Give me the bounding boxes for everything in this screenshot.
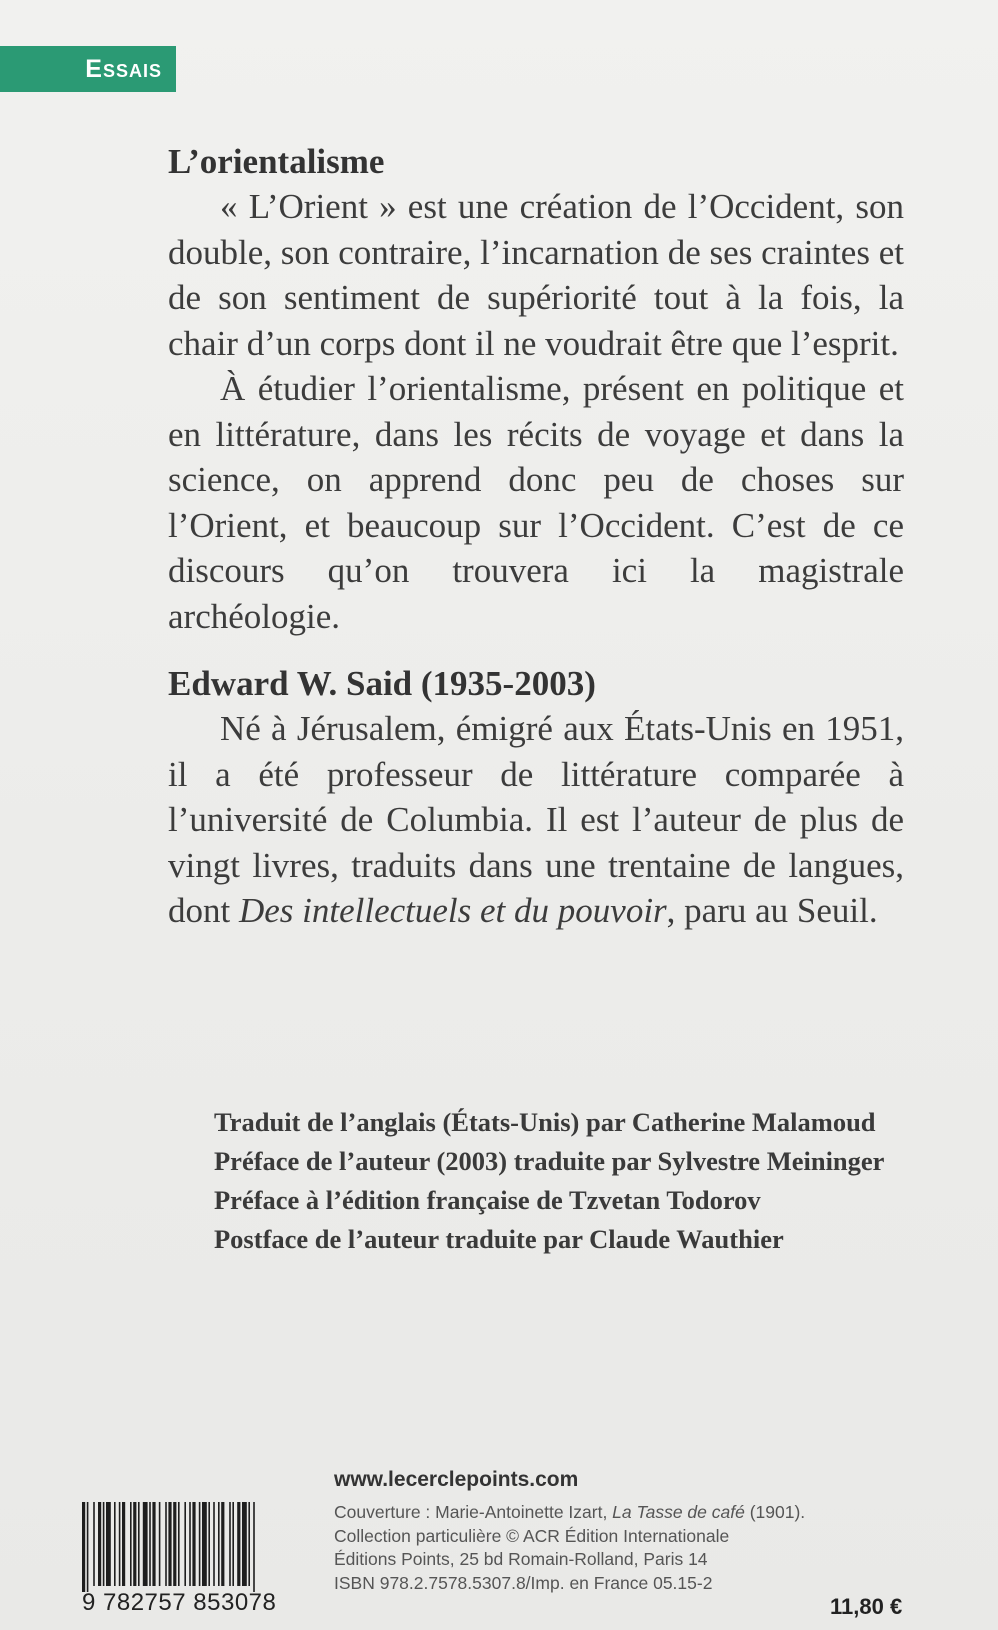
barcode-bar [218, 1502, 220, 1586]
website-link[interactable]: www.lecerclepoints.com [334, 1468, 579, 1491]
barcode-bar [253, 1502, 255, 1592]
credit-line: Préface à l’édition française de Tzvetan Todorov [214, 1185, 761, 1215]
barcode-bar [133, 1502, 136, 1586]
barcode-bar [93, 1502, 95, 1586]
barcode-bar [232, 1502, 234, 1586]
barcode-bar [106, 1502, 111, 1586]
barcode-bar [98, 1502, 101, 1586]
barcode-bars [82, 1502, 302, 1592]
barcode-bar [221, 1502, 224, 1586]
cover-credit [334, 1501, 834, 1525]
barcode-bar [173, 1502, 176, 1586]
barcode-bar [189, 1502, 191, 1586]
credit-line: Préface de l’auteur (2003) traduite par Sylvestre Meininger [214, 1146, 885, 1176]
barcode-bar [168, 1502, 171, 1586]
publisher-address: Éditions Points, 25 bd Romain-Rolland, Paris 14 [334, 1549, 708, 1569]
barcode-bar [248, 1502, 250, 1586]
book-paragraph-2: À étudier l’orientalisme, présent en politique et en littérature, dans les récits de voyage et dans la science, on apprend donc peu de choses sur l’Orient, et beaucoup sur l’Occident. C’est de ce discours qu’on trouvera ici la magistrale archéologie. [168, 369, 904, 636]
book-paragraph-1: « L’Orient » est une création de l’Occident, son double, son contraire, l’incarnation de ses craintes et de son sentiment de supériorité tout à la fois, la chair d’un corps dont il ne voudrait être que l’esprit. [168, 187, 904, 363]
cover-artwork-title: La Tasse de café [612, 1502, 745, 1522]
barcode-bar [87, 1502, 89, 1592]
barcode-bar [138, 1502, 140, 1586]
isbn-line: ISBN 978.2.7578.5307.8/Imp. en France 05.15-2 [334, 1572, 713, 1593]
price: 11,80 € [830, 1594, 903, 1619]
translation-credits [214, 1103, 914, 1259]
barcode-bar [165, 1502, 167, 1586]
credit-line: Traduit de l’anglais (États-Unis) par Catherine Malamoud [214, 1107, 876, 1137]
barcode-bar [178, 1502, 180, 1586]
barcode-bar [229, 1502, 231, 1586]
author-bio-book-title: Des intellectuels et du pouvoir [238, 891, 667, 930]
barcode-bar [122, 1502, 125, 1586]
barcode-bar [152, 1502, 155, 1586]
barcode-bar [242, 1502, 247, 1586]
main-text [168, 140, 904, 934]
barcode-bar [208, 1502, 210, 1586]
barcode-bar [130, 1502, 132, 1586]
barcode-bar [184, 1502, 186, 1586]
barcode-bar [237, 1502, 240, 1586]
cover-credit-prefix: Couverture : Marie-Antoinette Izart, [334, 1502, 613, 1522]
collection-credit: Collection particulière © ACR Édition Internationale [334, 1525, 730, 1546]
credit-line: Postface de l’auteur traduite par Claude Wauthier [214, 1224, 784, 1254]
series-label: Essais [0, 46, 176, 92]
barcode-digits: 9 782757 853078 [82, 1589, 277, 1616]
barcode-bar [119, 1502, 121, 1586]
barcode-bar [213, 1502, 215, 1586]
barcode-bar [159, 1502, 161, 1586]
section-spacer [168, 639, 904, 662]
barcode-bar [199, 1502, 201, 1586]
author-bio-text: Né à Jérusalem, émigré aux États-Unis en 1951, il a été professeur de littérature comparée à l’université de Columbia. Il est l’auteur de plus de vingt livres, traduits dans une trentaine de langues, dont [168, 709, 904, 930]
barcode-bar [149, 1502, 151, 1586]
author-bio [168, 706, 904, 934]
barcode-bar [202, 1502, 207, 1586]
author-section-title: Edward W. Said (1935-2003) [168, 664, 596, 703]
cover-credit-suffix: (1901). [744, 1502, 806, 1522]
barcode [82, 1502, 302, 1618]
barcode-bar [103, 1502, 105, 1586]
book-section-title: L’orientalisme [168, 142, 385, 181]
barcode-bar [143, 1502, 148, 1586]
barcode-bar [114, 1502, 116, 1586]
legal-info [334, 1501, 834, 1595]
author-bio-end: , paru au Seuil. [666, 891, 878, 930]
barcode-bar [192, 1502, 195, 1586]
barcode-bar [82, 1502, 85, 1592]
